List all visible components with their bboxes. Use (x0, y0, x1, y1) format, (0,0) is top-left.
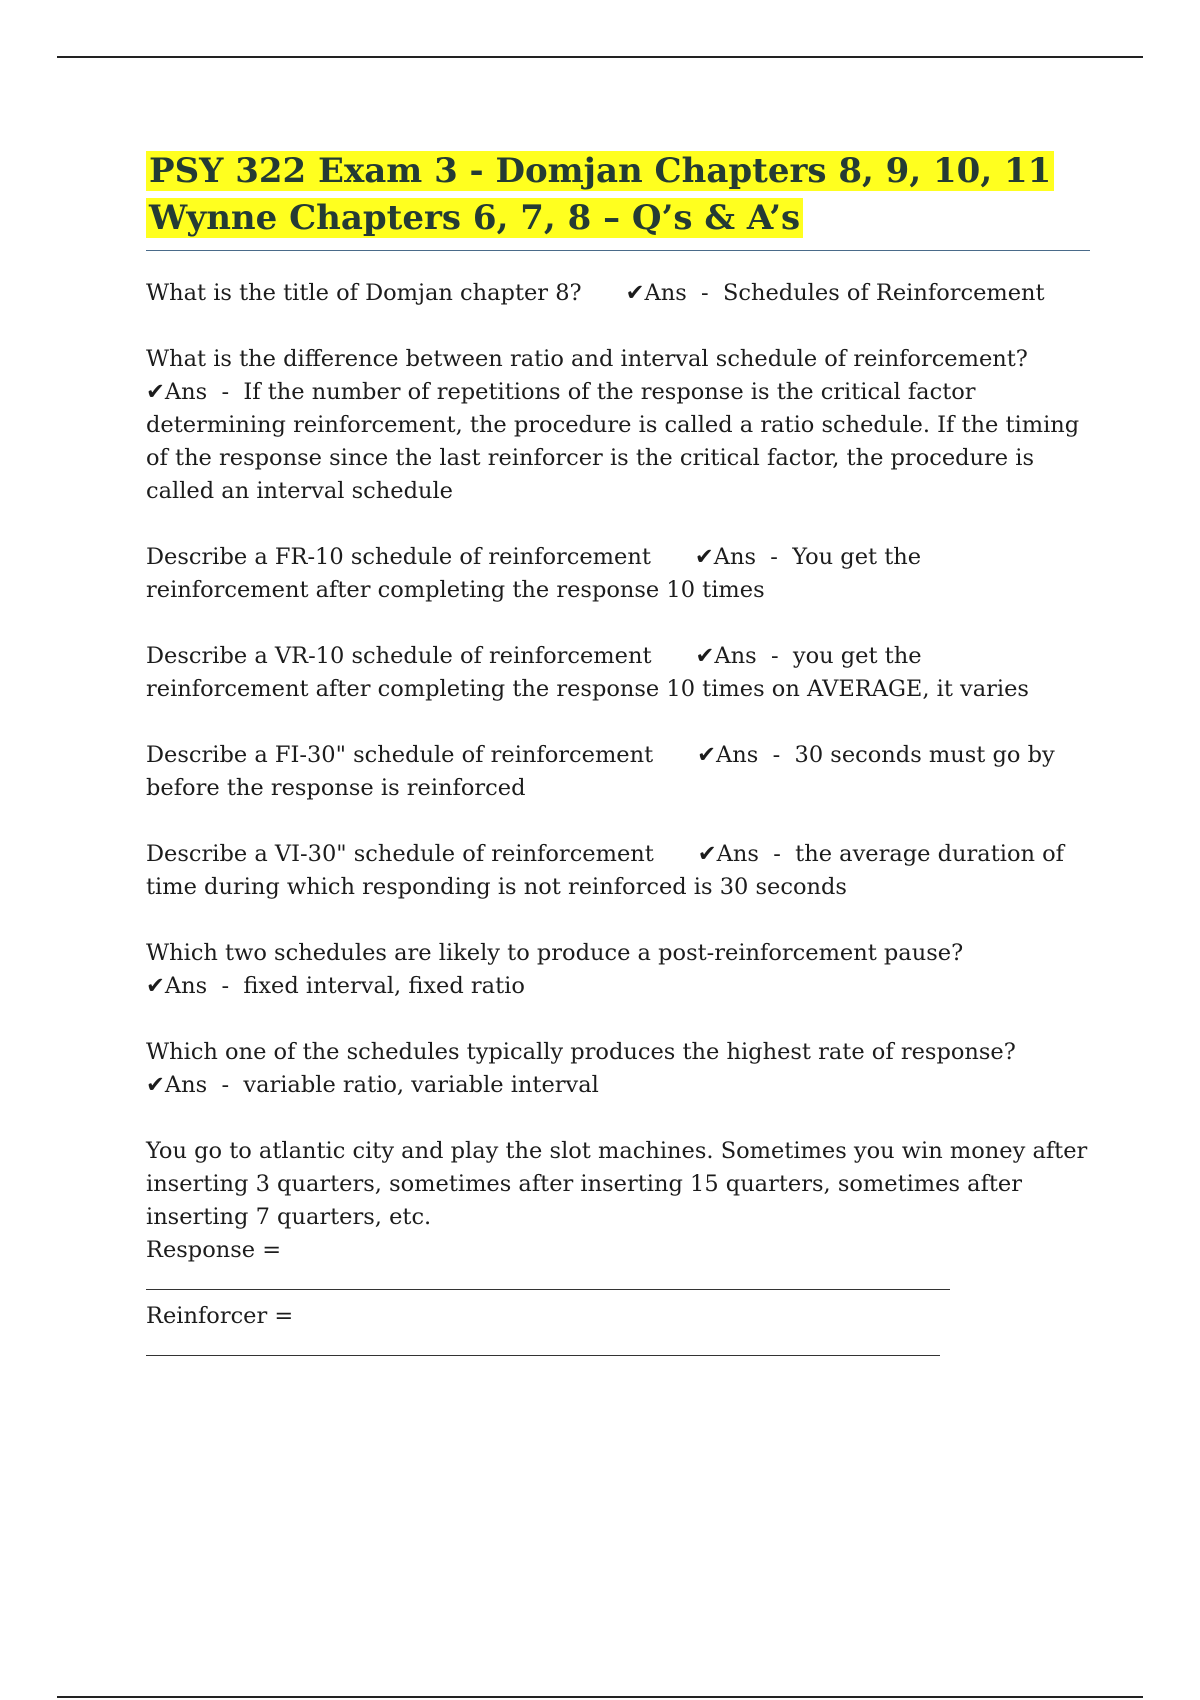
page-top-rule (57, 56, 1143, 58)
scenario-item (146, 1135, 1090, 1366)
scenario-text: You go to atlantic city and play the slot machines. Sometimes you win money after inserting 3 quarters, sometimes after inserting 15 quarters, sometimes after inserting 7 quarters, etc. (146, 1138, 1088, 1230)
title-underline (146, 250, 1090, 251)
ans-label: ✔Ans - (695, 643, 793, 669)
answer: the average duration of time during which responding is not reinforced is 30 seconds (146, 841, 1065, 900)
ans-label: ✔Ans - (146, 379, 244, 405)
reinforcer-label: Reinforcer = (146, 1303, 294, 1329)
title-line-1: PSY 322 Exam 3 - Domjan Chapters 8, 9, 10, 11 (146, 151, 1054, 191)
ans-label: ✔Ans - (146, 1072, 244, 1098)
answer: you get the reinforcement after completing the response 10 times on AVERAGE, it varies (146, 643, 1029, 702)
title-line-2: Wynne Chapters 6, 7, 8 – Q’s & A’s (146, 198, 803, 238)
answer: fixed interval, fixed ratio (243, 973, 525, 999)
qa-item (146, 343, 1090, 508)
qa-item (146, 1036, 1090, 1102)
reinforcer-blank (146, 1333, 1090, 1366)
page-bottom-rule (57, 1696, 1143, 1698)
qa-item (146, 937, 1090, 1003)
qa-item (146, 277, 1090, 310)
question: Describe a FI-30" schedule of reinforcement (146, 742, 654, 768)
document-title (146, 148, 1090, 242)
question: What is the difference between ratio and interval schedule of reinforcement? (146, 346, 1028, 372)
ans-label: ✔Ans - (697, 742, 795, 768)
qa-item (146, 541, 1090, 607)
answer: variable ratio, variable interval (243, 1072, 599, 1098)
question: Which two schedules are likely to produce a post-reinforcement pause? (146, 940, 964, 966)
answer: If the number of repetitions of the response is the critical factor determining reinforcement, the procedure is called a ratio schedule. If the timing of the response since the last reinforcer is the critical factor, the procedure is called an interval schedule (146, 379, 1080, 504)
question: Describe a FR-10 schedule of reinforcement (146, 544, 651, 570)
qa-item (146, 640, 1090, 706)
qa-list (146, 277, 1090, 1366)
ans-label: ✔Ans - (625, 280, 723, 306)
question: Which one of the schedules typically produces the highest rate of response? (146, 1039, 1016, 1065)
question: What is the title of Domjan chapter 8? (146, 280, 582, 306)
ans-label: ✔Ans - (146, 973, 244, 999)
ans-label: ✔Ans - (697, 841, 796, 867)
qa-item (146, 838, 1090, 904)
document-body (146, 148, 1090, 1399)
ans-label: ✔Ans - (694, 544, 793, 570)
question: Describe a VR-10 schedule of reinforcement (146, 643, 652, 669)
answer: You get the reinforcement after completing the response 10 times (146, 544, 922, 603)
answer: 30 seconds must go by before the response is reinforced (146, 742, 1055, 801)
question: Describe a VI-30" schedule of reinforcement (146, 841, 654, 867)
answer: Schedules of Reinforcement (722, 280, 1045, 306)
response-blank (146, 1267, 1090, 1300)
response-label: Response = (146, 1237, 282, 1263)
qa-item (146, 739, 1090, 805)
